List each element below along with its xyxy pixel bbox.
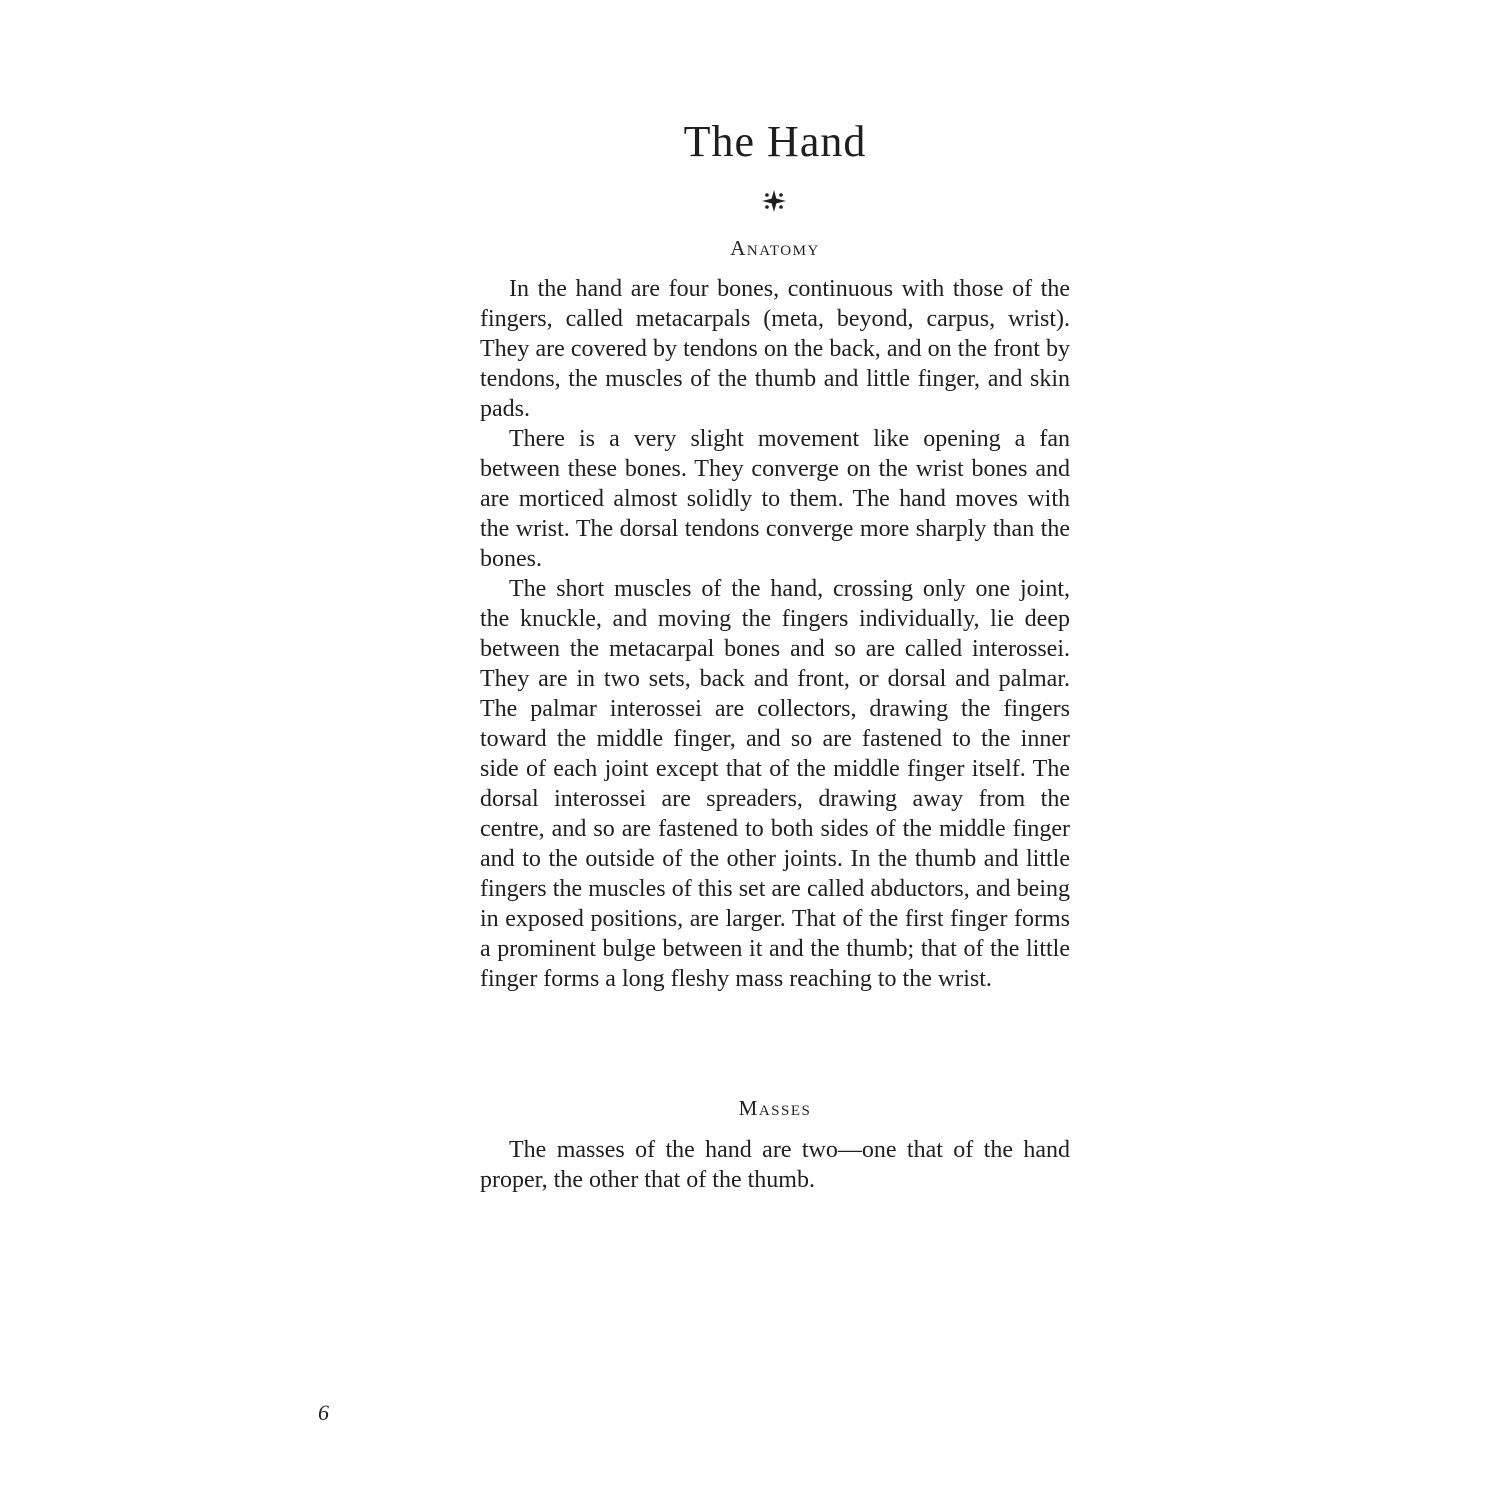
page-title: The Hand: [683, 117, 867, 166]
masses-paragraph-1: The masses of the hand are two—one that of the hand proper, the other that of the thumb.: [480, 1137, 1070, 1193]
anatomy-text-block: [480, 274, 1070, 994]
fleuron-ornament-icon: [754, 188, 794, 214]
anatomy-paragraph-1: In the hand are four bones, continuous with those of the fingers, called metacarpals (meta, beyond, carpus, wrist). They are covered by tendons on the back, and on the front by tendons, the muscles of the thumb and little finger, and skin pads.: [480, 276, 1070, 422]
masses-text-block: [480, 1135, 1070, 1195]
page-number: 6: [318, 1400, 329, 1425]
anatomy-paragraph-2: There is a very slight movement like opening a fan between these bones. They converge on the wrist bones and are morticed almost solidly to them. The hand moves with the wrist. The dorsal tendons converge more sharply than the bones.: [480, 426, 1070, 572]
anatomy-paragraph-3: The short muscles of the hand, crossing only one joint, the knuckle, and moving the fingers individually, lie deep between the metacarpal bones and so are called interossei. They are in two sets, back and front, or dorsal and palmar. The palmar interossei are collectors, drawing the fingers toward the middle finger, and so are fastened to the inner side of each joint except that of the middle finger itself. The dorsal interossei are spreaders, drawing away from the centre, and so are fastened to both sides of the middle finger and to the outside of the other joints. In the thumb and little fingers the muscles of this set are called abductors, and being in exposed positions, are larger. That of the first finger forms a prominent bulge between it and the thumb; that of the little finger forms a long fleshy mass reaching to the wrist.: [480, 576, 1070, 992]
section-heading-anatomy: Anatomy: [730, 236, 820, 260]
section-heading-masses: Masses: [738, 1096, 812, 1120]
